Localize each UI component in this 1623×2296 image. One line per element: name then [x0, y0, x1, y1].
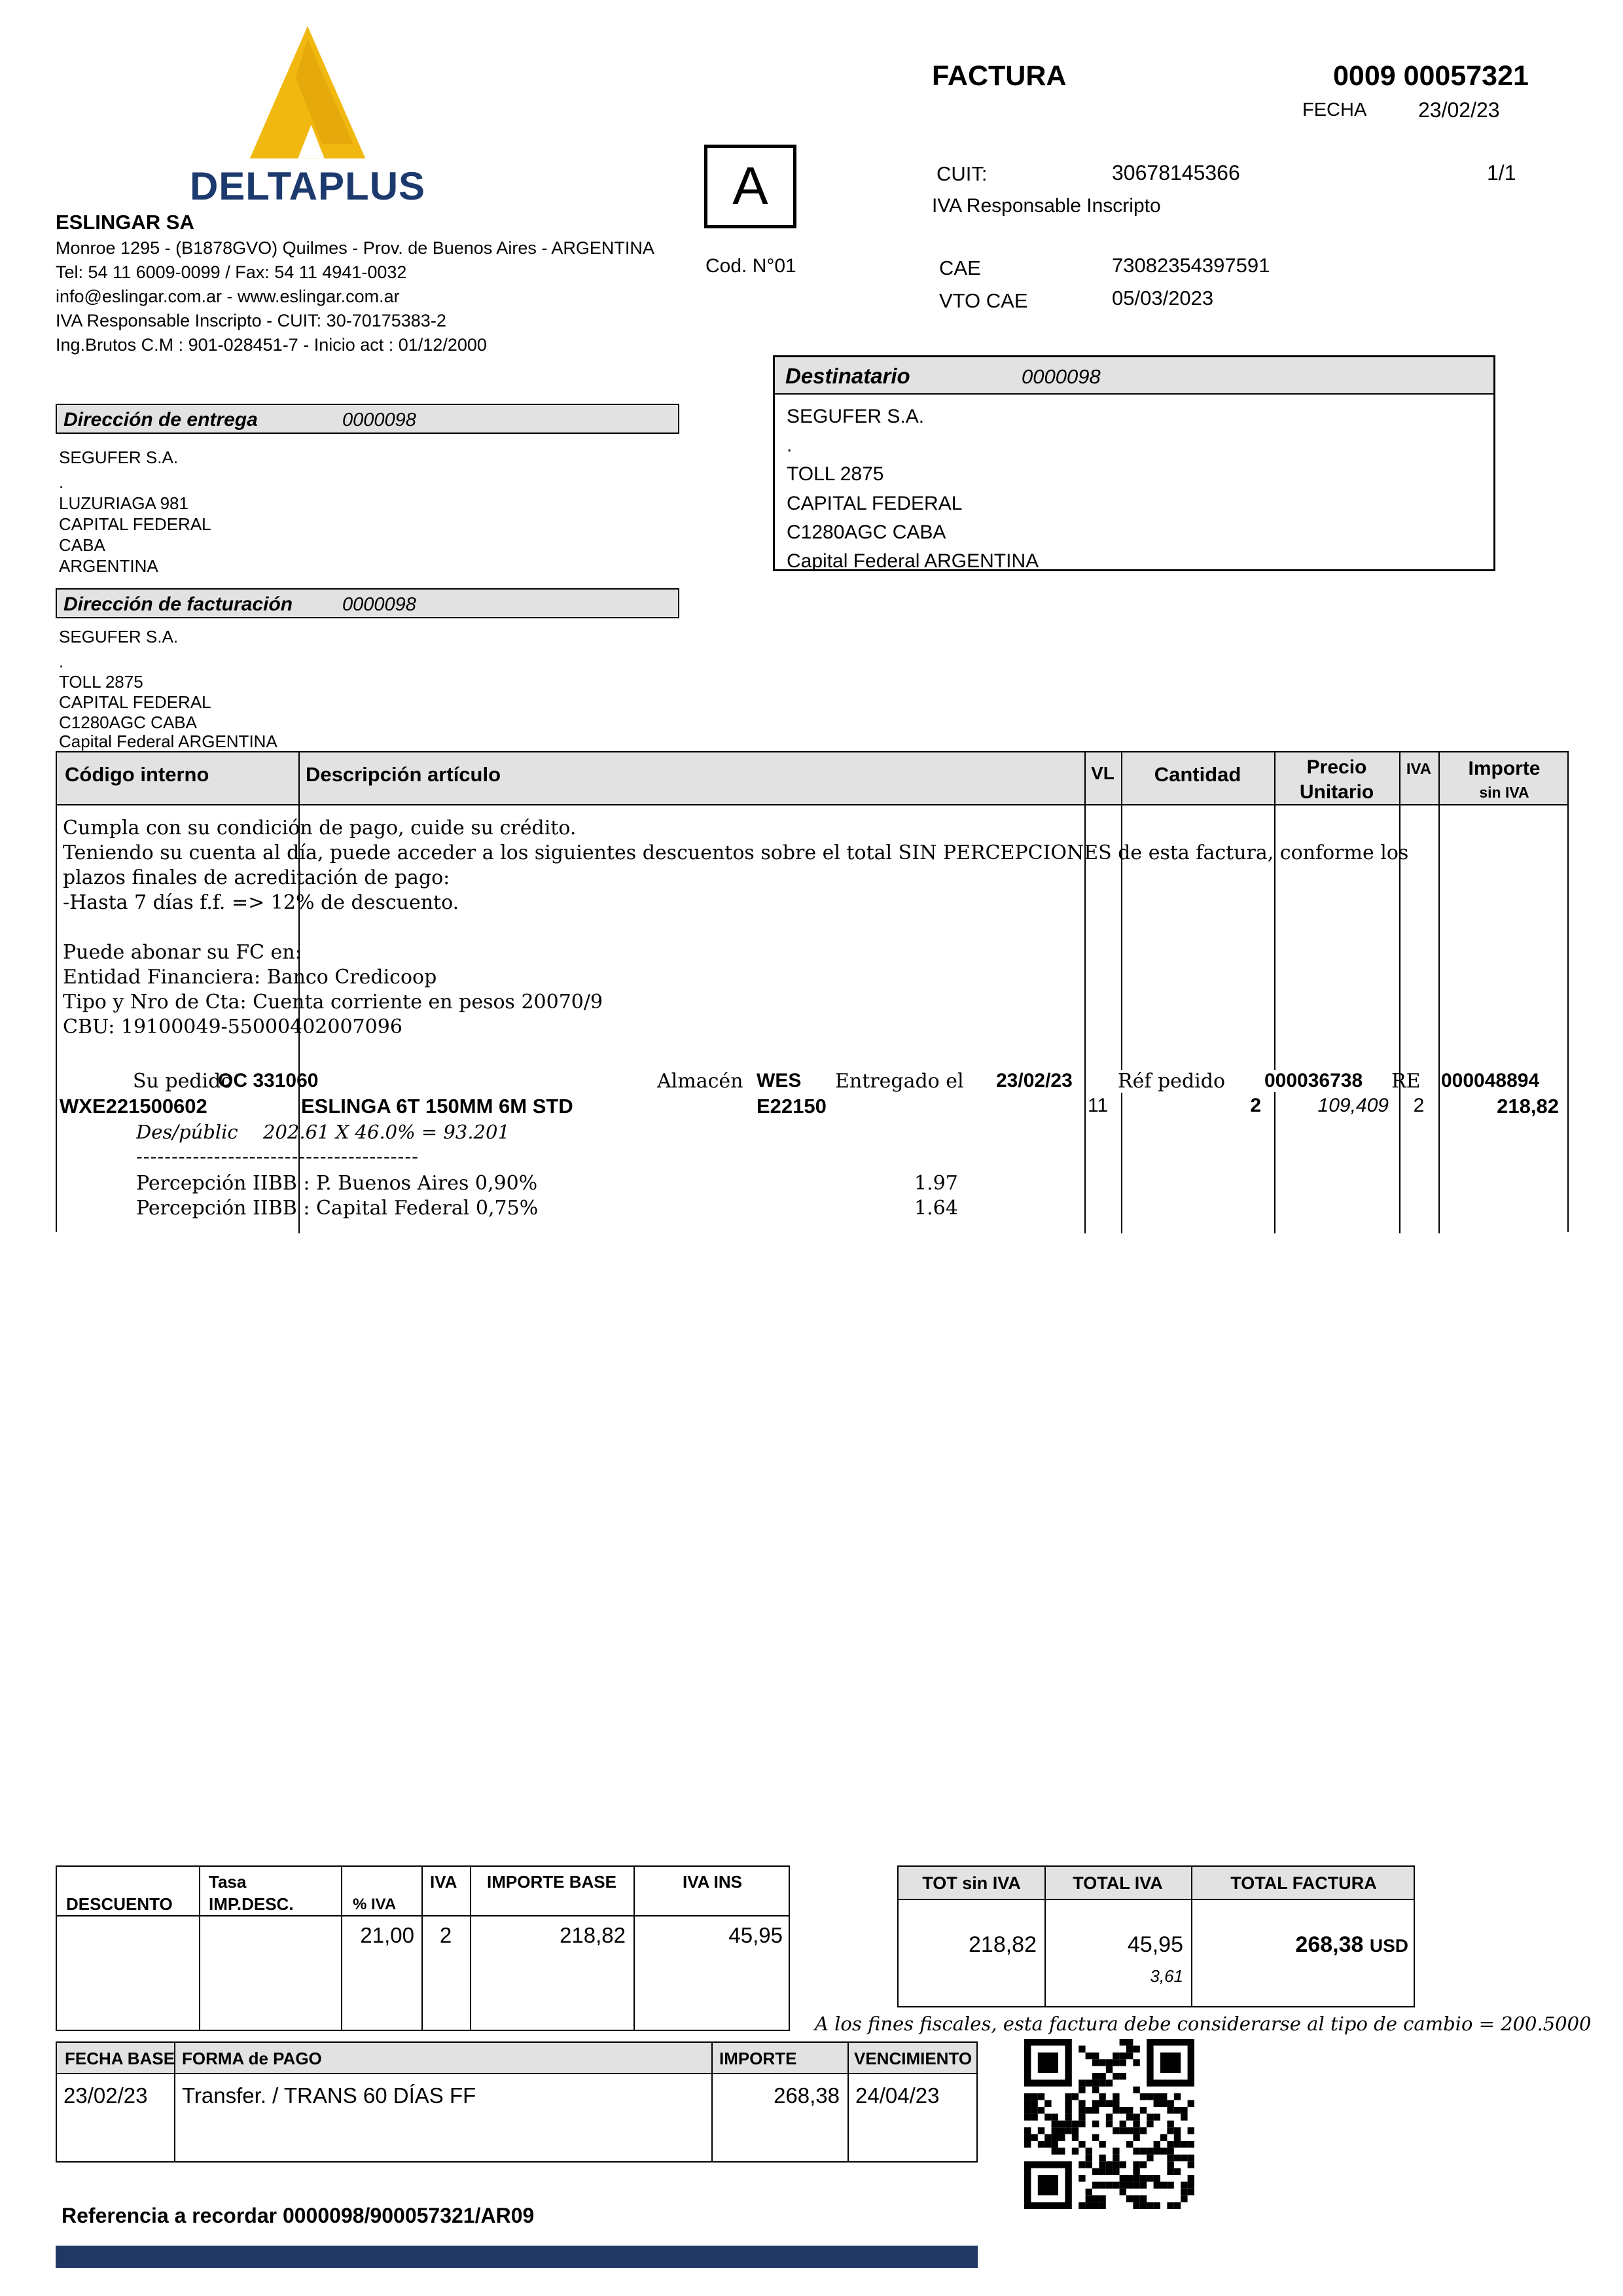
- importe-base-value: 218,82: [560, 1923, 626, 1947]
- iva-ins-label: IVA INS: [682, 1872, 742, 1892]
- destinatario-title: Destinatario: [785, 364, 910, 388]
- re-numero: 000048894: [1441, 1070, 1540, 1091]
- percepcion-label: Percepción IIBB : Capital Federal 0,75%: [136, 1197, 539, 1220]
- destinatario-line: C1280AGC CABA: [787, 521, 946, 543]
- brand-wordmark: DELTAPLUS: [189, 164, 426, 208]
- item-descripcion: ESLINGA 6T 150MM 6M STD: [301, 1095, 573, 1118]
- notice-line: Teniendo su cuenta al día, puede acceder a los siguientes descuentos sobre el total SIN PERCEPCIONES de esta factura, conforme los: [63, 841, 1409, 864]
- fecha-base-label: FECHA BASE: [65, 2049, 175, 2068]
- total-iva-label: TOTAL IVA: [1073, 1873, 1163, 1893]
- importe-label: IMPORTE: [719, 2049, 797, 2068]
- facturacion-line: SEGUFER S.A.: [59, 627, 179, 646]
- item-iva: 2: [1413, 1095, 1425, 1116]
- total-factura-value: [1191, 1932, 1408, 1958]
- cae-value: 73082354397591: [1112, 254, 1270, 277]
- entrega-line: CAPITAL FEDERAL: [59, 514, 211, 534]
- fecha-value: 23/02/23: [1418, 98, 1500, 122]
- entrega-line: LUZURIAGA 981: [59, 493, 188, 513]
- col-header-vl: VL: [1091, 763, 1115, 783]
- company-ingbrutos-line: Ing.Brutos C.M : 901-028451-7 - Inicio act : 01/12/2000: [56, 335, 487, 355]
- vto-cae-label: VTO CAE: [939, 289, 1028, 312]
- percepcion-label: Percepción IIBB : P. Buenos Aires 0,90%: [136, 1172, 538, 1195]
- company-name: ESLINGAR SA: [56, 211, 194, 234]
- entrega-line: .: [59, 472, 64, 492]
- vencimiento-value: 24/04/23: [855, 2083, 940, 2108]
- fiscal-note: A los fines fiscales, esta factura debe considerarse al tipo de cambio = 200.5000: [815, 2013, 1592, 2035]
- facturacion-line: CAPITAL FEDERAL: [59, 692, 211, 712]
- imp-desc-label: IMP.DESC.: [209, 1894, 294, 1914]
- facturacion-line: Capital Federal ARGENTINA: [59, 732, 277, 751]
- notice-line: -Hasta 7 días f.f. => 12% de descuento.: [63, 891, 459, 914]
- notice-line: Tipo y Nro de Cta: Cuenta corriente en pesos 20070/9: [63, 991, 603, 1014]
- destinatario-line: CAPITAL FEDERAL: [787, 493, 963, 514]
- pct-iva-label: % IVA: [353, 1896, 397, 1913]
- importe-base-label: IMPORTE BASE: [487, 1872, 616, 1892]
- facturacion-line: .: [59, 652, 64, 671]
- entrega-title: Dirección de entrega: [63, 409, 258, 431]
- facturacion-header: [56, 588, 679, 618]
- re-label: RE: [1391, 1070, 1421, 1093]
- descuento-label: DESCUENTO: [66, 1894, 173, 1914]
- ref-pedido-label: Réf pedido: [1118, 1070, 1226, 1093]
- tot-sin-iva-value: 218,82: [969, 1932, 1037, 1957]
- notice-line: Cumpla con su condición de pago, cuide su crédito.: [63, 817, 577, 839]
- brand-logo: [185, 24, 431, 213]
- notice-line: plazos finales de acreditación de pago:: [63, 866, 450, 889]
- total-iva-secondary: 3,61: [1150, 1966, 1183, 1986]
- pct-iva-value: 21,00: [360, 1923, 414, 1947]
- facturacion-line: TOLL 2875: [59, 672, 143, 692]
- forma-pago-value: Transfer. / TRANS 60 DÍAS FF: [182, 2083, 476, 2108]
- company-iva-line: IVA Responsable Inscripto - CUIT: 30-70175383-2: [56, 311, 446, 330]
- item-descuento-calc: 202.61 X 46.0% = 93.201: [263, 1121, 510, 1143]
- total-iva-value: 45,95: [1127, 1932, 1183, 1957]
- iva-ins-value: 45,95: [728, 1923, 783, 1947]
- iva-value: 2: [439, 1923, 452, 1947]
- column-divider: [1121, 752, 1122, 1233]
- iva-condition: IVA Responsable Inscripto: [932, 195, 1161, 217]
- destinatario-line: TOLL 2875: [787, 463, 884, 485]
- col-header-codigo: Código interno: [65, 763, 209, 786]
- item-descuento-label: Des/públic: [136, 1121, 238, 1143]
- item-codigo: WXE221500602: [60, 1095, 207, 1118]
- col-header-precio-unitario: Unitario: [1299, 781, 1374, 803]
- doc-number: 0009 00057321: [1333, 60, 1529, 92]
- col-header-cantidad: Cantidad: [1154, 763, 1241, 786]
- company-phone-line: Tel: 54 11 6009-0099 / Fax: 54 11 4941-0032: [56, 262, 407, 282]
- invoice-letter-code: Cod. N°01: [705, 255, 796, 277]
- facturacion-line: C1280AGC CABA: [59, 713, 197, 732]
- entregado-label: Entregado el: [835, 1070, 964, 1093]
- cae-label: CAE: [939, 256, 981, 279]
- cuit-label: CUIT:: [936, 162, 988, 185]
- column-divider: [341, 1867, 342, 2030]
- column-divider: [847, 2043, 849, 2161]
- column-divider: [1399, 752, 1400, 1233]
- item-importe: 218,82: [1497, 1095, 1559, 1118]
- iva-label: IVA: [430, 1872, 457, 1892]
- col-header-iva: IVA: [1406, 760, 1432, 778]
- col-header-importe: Importe: [1468, 758, 1541, 779]
- delta-triangle-icon: [247, 24, 368, 162]
- company-web-line: info@eslingar.com.ar - www.eslingar.com.ar: [56, 287, 400, 306]
- column-divider: [1084, 752, 1086, 1233]
- column-divider: [1274, 752, 1275, 1233]
- column-divider: [199, 1867, 200, 2030]
- almacen-value: WES: [757, 1070, 802, 1091]
- col-header-descripcion: Descripción artículo: [306, 763, 501, 786]
- item-almacen-codigo: E22150: [757, 1095, 827, 1118]
- notice-line: Puede abonar su FC en:: [63, 941, 302, 964]
- vencimiento-label: VENCIMIENTO: [854, 2049, 972, 2068]
- totals-table: [897, 1865, 1415, 2007]
- notice-line: Entidad Financiera: Banco Credicoop: [63, 966, 437, 989]
- forma-pago-label: FORMA de PAGO: [182, 2049, 322, 2068]
- item-cantidad: 2: [1250, 1095, 1261, 1116]
- column-divider: [421, 1867, 423, 2030]
- facturacion-title: Dirección de facturación: [63, 593, 293, 615]
- importe-value: 268,38: [774, 2083, 840, 2108]
- page-indicator: 1/1: [1487, 161, 1516, 185]
- fecha-label: FECHA: [1302, 99, 1367, 120]
- item-vl: 11: [1088, 1095, 1109, 1116]
- referencia-recordar: Referencia a recordar 0000098/900057321/AR09: [62, 2204, 535, 2227]
- payment-table: [56, 2041, 978, 2163]
- cuit-value: 30678145366: [1112, 161, 1240, 185]
- su-pedido-value: OC 331060: [218, 1070, 319, 1091]
- tasa-label: Tasa: [209, 1872, 247, 1892]
- ref-pedido-value: 000036738: [1264, 1070, 1363, 1091]
- company-address-line: Monroe 1295 - (B1878GVO) Quilmes - Prov. de Buenos Aires - ARGENTINA: [56, 238, 654, 258]
- percepcion-value: 1.64: [914, 1197, 958, 1220]
- destinatario-line: SEGUFER S.A.: [787, 406, 925, 427]
- destinatario-header: [775, 357, 1493, 395]
- item-precio-unitario: 109,409: [1317, 1095, 1389, 1116]
- facturacion-code: 0000098: [342, 594, 416, 615]
- destinatario-line: Capital Federal ARGENTINA: [787, 550, 1039, 572]
- tot-sin-iva-label: TOT sin IVA: [922, 1873, 1021, 1893]
- footer-bar: [56, 2246, 978, 2268]
- destinatario-box: [773, 355, 1495, 571]
- entrega-header: [56, 404, 679, 434]
- column-divider: [1438, 752, 1440, 1233]
- total-factura-amount: 268,38: [1295, 1932, 1364, 1957]
- vto-cae-value: 05/03/2023: [1112, 287, 1214, 309]
- col-header-importe-sub: sin IVA: [1479, 784, 1529, 801]
- col-header-precio: Precio: [1306, 756, 1367, 778]
- destinatario-line: .: [787, 434, 793, 456]
- total-factura-label: TOTAL FACTURA: [1230, 1873, 1377, 1893]
- total-factura-currency: USD: [1369, 1935, 1408, 1956]
- entrega-code: 0000098: [342, 410, 416, 431]
- entrega-line: SEGUFER S.A.: [59, 448, 179, 467]
- invoice-letter: A: [732, 156, 768, 216]
- row-divider: [57, 1915, 789, 1916]
- doc-type: FACTURA: [932, 60, 1067, 92]
- su-pedido-label: Su pedido: [133, 1070, 233, 1093]
- notice-line: CBU: 19100049-55000402007096: [63, 1016, 402, 1038]
- entregado-value: 23/02/23: [996, 1070, 1073, 1091]
- destinatario-code: 0000098: [1022, 365, 1101, 388]
- discount-table: [56, 1865, 790, 2031]
- items-table: [56, 751, 1569, 1232]
- almacen-label: Almacén: [657, 1070, 743, 1093]
- fecha-base-value: 23/02/23: [63, 2083, 148, 2108]
- entrega-line: ARGENTINA: [59, 556, 158, 576]
- entrega-line: CABA: [59, 535, 105, 555]
- separator-dashes: ----------------------------------------: [136, 1145, 419, 1167]
- qr-code: [1024, 2039, 1194, 2209]
- percepcion-value: 1.97: [914, 1172, 958, 1195]
- invoice-letter-box: [704, 145, 796, 228]
